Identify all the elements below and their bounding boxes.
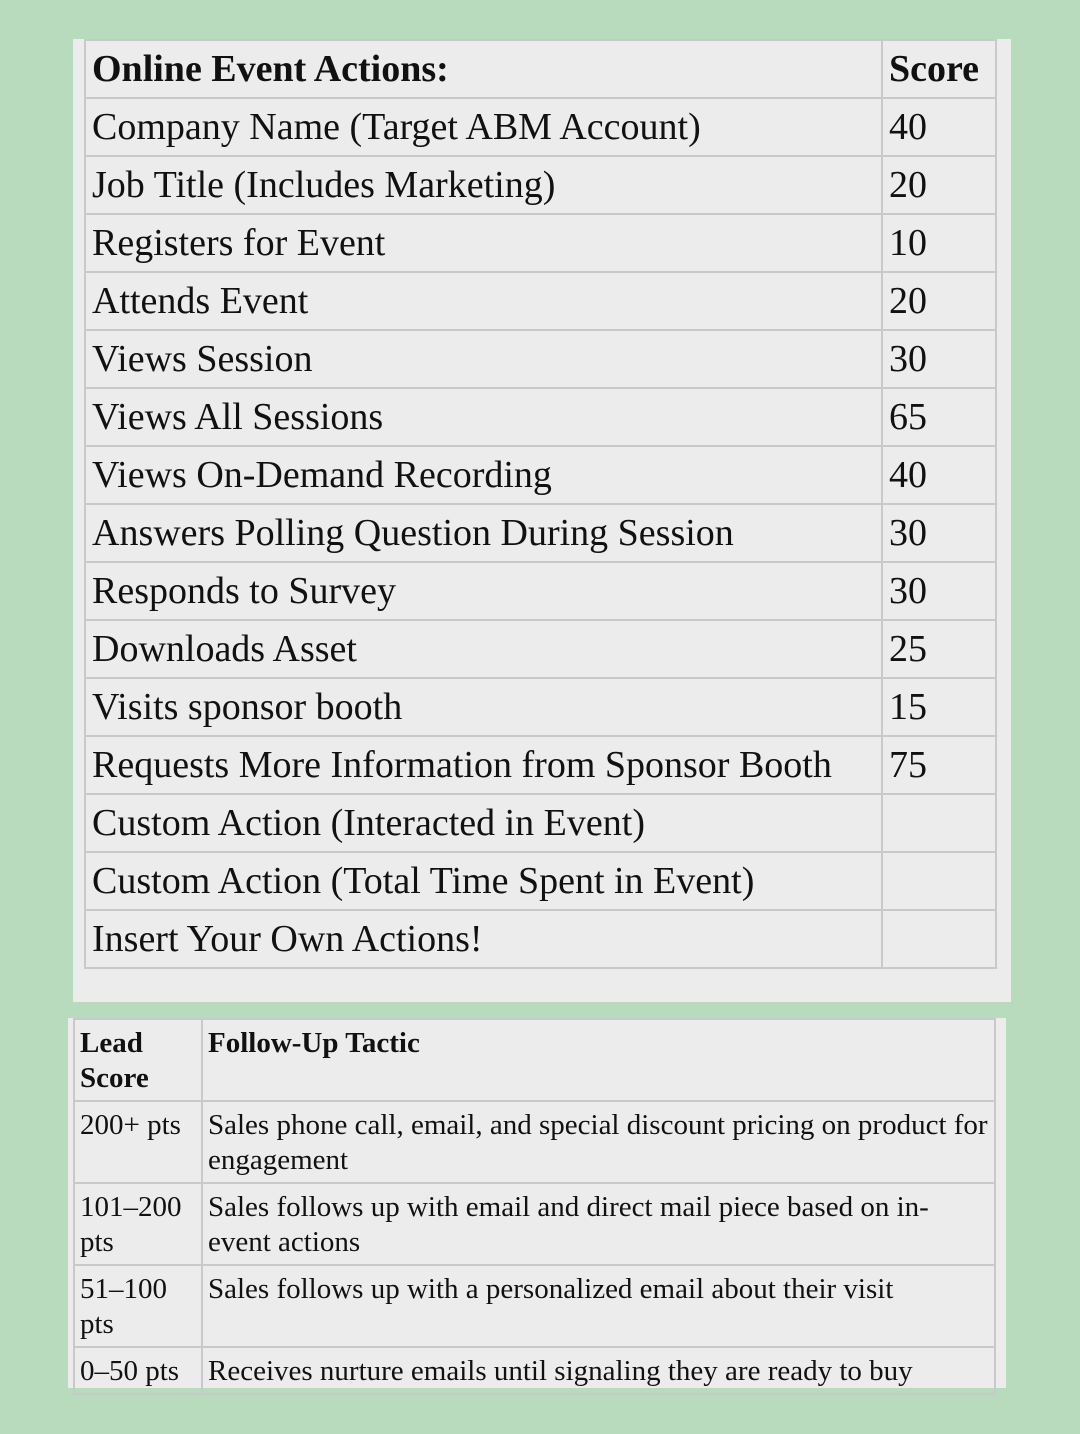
score-cell [882,794,996,852]
actions-score-table [84,39,997,969]
score-cell: 40 [882,98,996,156]
score-cell: 75 [882,736,996,794]
table-row [85,156,996,214]
table-row [74,1101,995,1183]
tactic-cell: Receives nurture emails until signaling they are ready to buy [202,1347,995,1394]
lead-score-cell: 0–50 pts [74,1347,202,1394]
tactic-cell: Sales follows up with a personalized email about their visit [202,1265,995,1347]
actions-panel [73,39,1011,1002]
score-cell: 40 [882,446,996,504]
score-cell [882,910,996,968]
action-cell: Registers for Event [85,214,882,272]
score-cell: 30 [882,504,996,562]
table-row [85,736,996,794]
action-cell: Attends Event [85,272,882,330]
score-cell: 65 [882,388,996,446]
action-cell: Visits sponsor booth [85,678,882,736]
table-row [85,620,996,678]
action-cell: Views All Sessions [85,388,882,446]
tactics-panel [68,1018,1006,1388]
table-row [85,98,996,156]
column-header-lead-score: Lead Score [74,1019,202,1101]
table-row [85,272,996,330]
score-cell [882,852,996,910]
table-row [85,446,996,504]
action-cell: Custom Action (Interacted in Event) [85,794,882,852]
column-header-action: Online Event Actions: [85,40,882,98]
lead-score-cell: 51–100 pts [74,1265,202,1347]
score-cell: 15 [882,678,996,736]
column-header-tactic: Follow-Up Tactic [202,1019,995,1101]
table-row [85,678,996,736]
table-row [74,1265,995,1347]
action-cell: Custom Action (Total Time Spent in Event) [85,852,882,910]
table-header-row [74,1019,995,1101]
table-row [74,1183,995,1265]
table-row [85,852,996,910]
score-cell: 10 [882,214,996,272]
table-header-row [85,40,996,98]
lead-score-cell: 200+ pts [74,1101,202,1183]
follow-up-tactics-table [73,1018,996,1395]
table-row [74,1347,995,1394]
tactic-cell: Sales follows up with email and direct mail piece based on in-event actions [202,1183,995,1265]
action-cell: Requests More Information from Sponsor Booth [85,736,882,794]
action-cell: Responds to Survey [85,562,882,620]
action-cell: Downloads Asset [85,620,882,678]
lead-score-cell: 101–200 pts [74,1183,202,1265]
action-cell: Job Title (Includes Marketing) [85,156,882,214]
action-cell: Views Session [85,330,882,388]
tactic-cell: Sales phone call, email, and special discount pricing on product for engagement [202,1101,995,1183]
table-row [85,330,996,388]
score-cell: 20 [882,156,996,214]
table-row [85,214,996,272]
score-cell: 30 [882,330,996,388]
table-row [85,388,996,446]
action-cell: Company Name (Target ABM Account) [85,98,882,156]
action-cell: Insert Your Own Actions! [85,910,882,968]
table-row [85,562,996,620]
action-cell: Answers Polling Question During Session [85,504,882,562]
action-cell: Views On-Demand Recording [85,446,882,504]
column-header-score: Score [882,40,996,98]
table-row [85,794,996,852]
table-row [85,910,996,968]
table-row [85,504,996,562]
score-cell: 25 [882,620,996,678]
score-cell: 20 [882,272,996,330]
score-cell: 30 [882,562,996,620]
